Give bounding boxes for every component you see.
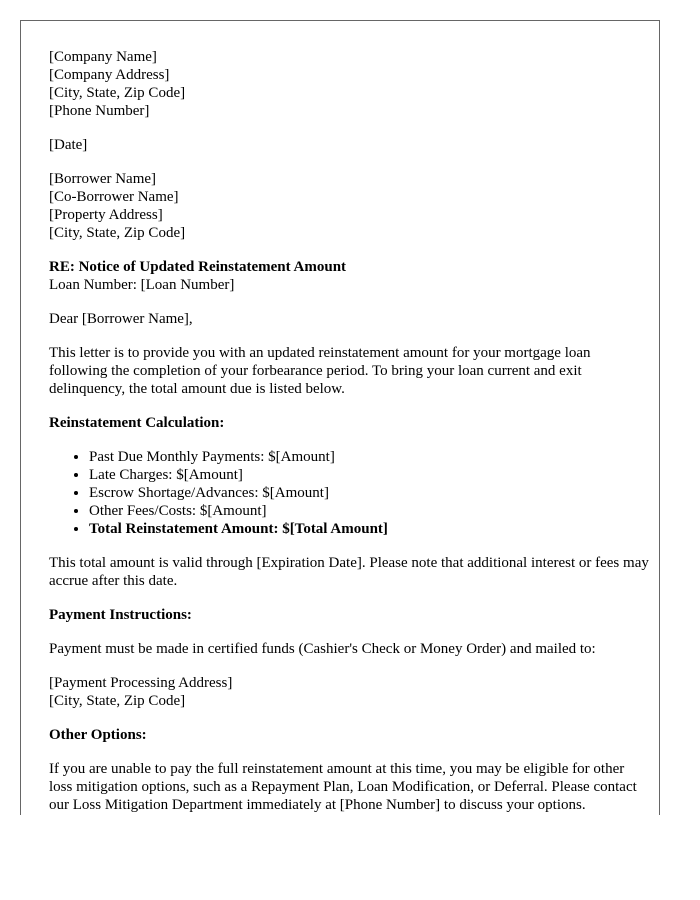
letter-page (20, 20, 660, 815)
calc-item-other-fees: • Other Fees/Costs: $[Amount] (89, 502, 649, 520)
calc-item-total: • Total Reinstatement Amount: $[Total Amount] (89, 520, 649, 538)
other-options-paragraph: If you are unable to pay the full reinstatement amount at this time, you may be eligible for other loss mitigation options, such as a Repayment Plan, Loan Modification, or Deferral. Please contact our Loss Mitigation Department immediately at [Phone Number] to discuss your options. (49, 761, 637, 813)
company-address: [Company Address] (49, 67, 170, 83)
co-borrower-name: [Co-Borrower Name] (49, 189, 179, 205)
payment-address-block (49, 674, 649, 710)
recipient-block (49, 170, 649, 242)
letter-body (49, 48, 649, 815)
company-name: [Company Name] (49, 49, 157, 65)
calc-item-escrow: • Escrow Shortage/Advances: $[Amount] (89, 484, 649, 502)
company-phone: [Phone Number] (49, 103, 150, 119)
payment-paragraph: Payment must be made in certified funds (Cashier's Check or Money Order) and mailed to: (49, 641, 596, 657)
recipient-city-state-zip: [City, State, Zip Code] (49, 225, 186, 241)
payment-heading: Payment Instructions: (49, 607, 192, 623)
salutation: Dear [Borrower Name], (49, 311, 193, 327)
other-options-heading: Other Options: (49, 727, 147, 743)
subject-block (49, 258, 649, 294)
payment-address: [Payment Processing Address] (49, 675, 233, 691)
company-city-state-zip: [City, State, Zip Code] (49, 85, 186, 101)
calculation-list (49, 448, 649, 538)
calculation-heading: Reinstatement Calculation: (49, 415, 225, 431)
intro-paragraph: This letter is to provide you with an updated reinstatement amount for your mortgage loan following the completion of your forbearance period. To bring your loan current and exit delinquency, the total amount due is listed below. (49, 345, 591, 397)
property-address: [Property Address] (49, 207, 163, 223)
borrower-name: [Borrower Name] (49, 171, 157, 187)
validity-paragraph: This total amount is valid through [Expiration Date]. Please note that additional interest or fees may accrue after this date. (49, 555, 649, 589)
calc-item-late-charges: • Late Charges: $[Amount] (89, 466, 649, 484)
loan-number-line: Loan Number: [Loan Number] (49, 277, 235, 293)
calc-item-past-due: • Past Due Monthly Payments: $[Amount] (89, 448, 649, 466)
payment-city-state-zip: [City, State, Zip Code] (49, 693, 186, 709)
letter-date: [Date] (49, 137, 88, 153)
sender-block (49, 48, 649, 120)
re-line: RE: Notice of Updated Reinstatement Amount (49, 259, 347, 275)
